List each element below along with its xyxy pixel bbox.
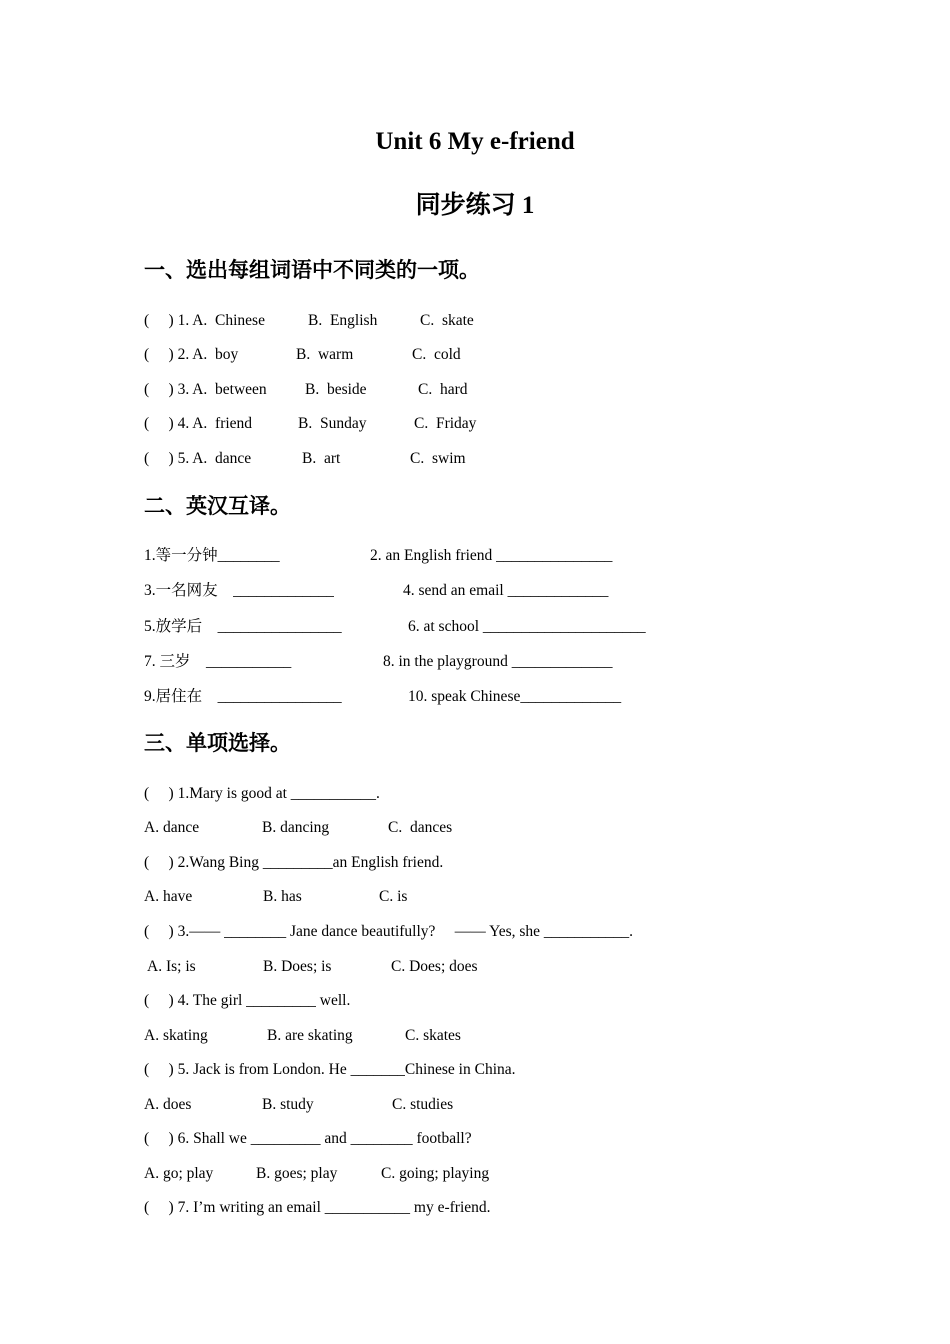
s1-item-2-option-b: B. warm [296,346,354,363]
s3-question-7: ( ) 7. I’m writing an email ___________ my e-friend. [144,1199,491,1216]
s2-row-3-right: 6. at school _____________________ [408,618,646,635]
s3-q6-option-b: B. goes; play [256,1165,338,1182]
s1-item-4-head: ( ) 4. A. friend [144,415,253,432]
s3-q6-option-c: C. going; playing [381,1165,490,1182]
s3-question-4: ( ) 4. The girl _________ well. [144,992,351,1009]
s2-row-1-right: 2. an English friend _______________ [370,547,613,564]
s2-row-2-left: 3.一名网友 _____________ [144,582,334,599]
s3-q2-option-c: C. is [379,888,408,905]
s2-row-5-right: 10. speak Chinese_____________ [408,688,622,705]
s1-item-1-option-c: C. skate [420,312,474,329]
s1-item-5-option-b: B. art [302,450,341,467]
s3-q4-option-b: B. are skating [267,1027,353,1044]
s3-question-6: ( ) 6. Shall we _________ and ________ football? [144,1130,472,1147]
s3-q4-option-c: C. skates [405,1027,461,1044]
s2-row-2-right: 4. send an email _____________ [403,582,609,599]
s3-q1-option-b: B. dancing [262,819,330,836]
s3-q2-option-a: A. have [144,888,193,905]
s1-item-1-option-b: B. English [308,312,378,329]
s1-item-5-head: ( ) 5. A. dance [144,450,252,467]
s3-q3-option-a: A. Is; is [144,958,196,975]
s3-q3-option-c: C. Does; does [391,958,478,975]
s2-row-1-left: 1.等一分钟________ [144,547,280,564]
s1-item-4-option-c: C. Friday [414,415,477,432]
s3-question-3: ( ) 3.—— ________ Jane dance beautifully? —— Yes, she ___________. [144,923,634,940]
s1-item-4-option-b: B. Sunday [298,415,367,432]
s3-question-5: ( ) 5. Jack is from London. He _______Chinese in China. [144,1061,516,1078]
s3-q2-option-b: B. has [263,888,302,905]
page-title: Unit 6 My e-friend [375,128,575,155]
s1-item-1-head: ( ) 1. A. Chinese [144,312,265,329]
s1-item-3-option-b: B. beside [305,381,367,398]
s3-q4-option-a: A. skating [144,1027,208,1044]
s2-row-4-left: 7. 三岁 ___________ [144,653,292,670]
s1-item-2-head: ( ) 2. A. boy [144,346,239,363]
s1-item-2-option-c: C. cold [412,346,461,363]
s1-item-3-head: ( ) 3. A. between [144,381,267,398]
s3-q1-option-c: C. dances [388,819,453,836]
s3-question-1: ( ) 1.Mary is good at ___________. [144,785,380,802]
s2-row-3-left: 5.放学后 ________________ [144,618,342,635]
s3-q6-option-a: A. go; play [144,1165,214,1182]
s2-row-5-left: 9.居住在 ________________ [144,688,342,705]
section-1-heading: 一、选出每组词语中不同类的一项。 [144,258,480,282]
s3-q5-option-b: B. study [262,1096,314,1113]
s3-q5-option-c: C. studies [392,1096,454,1113]
s1-item-3-option-c: C. hard [418,381,468,398]
s2-row-4-right: 8. in the playground _____________ [383,653,613,670]
section-3-heading: 三、单项选择。 [144,731,291,755]
section-2-heading: 二、英汉互译。 [144,494,291,518]
page-subtitle: 同步练习 1 [415,192,535,219]
s3-q1-option-a: A. dance [144,819,200,836]
s3-q5-option-a: A. does [144,1096,192,1113]
s3-q3-option-b: B. Does; is [263,958,332,975]
s1-item-5-option-c: C. swim [410,450,466,467]
s3-question-2: ( ) 2.Wang Bing _________an English friend. [144,854,444,871]
